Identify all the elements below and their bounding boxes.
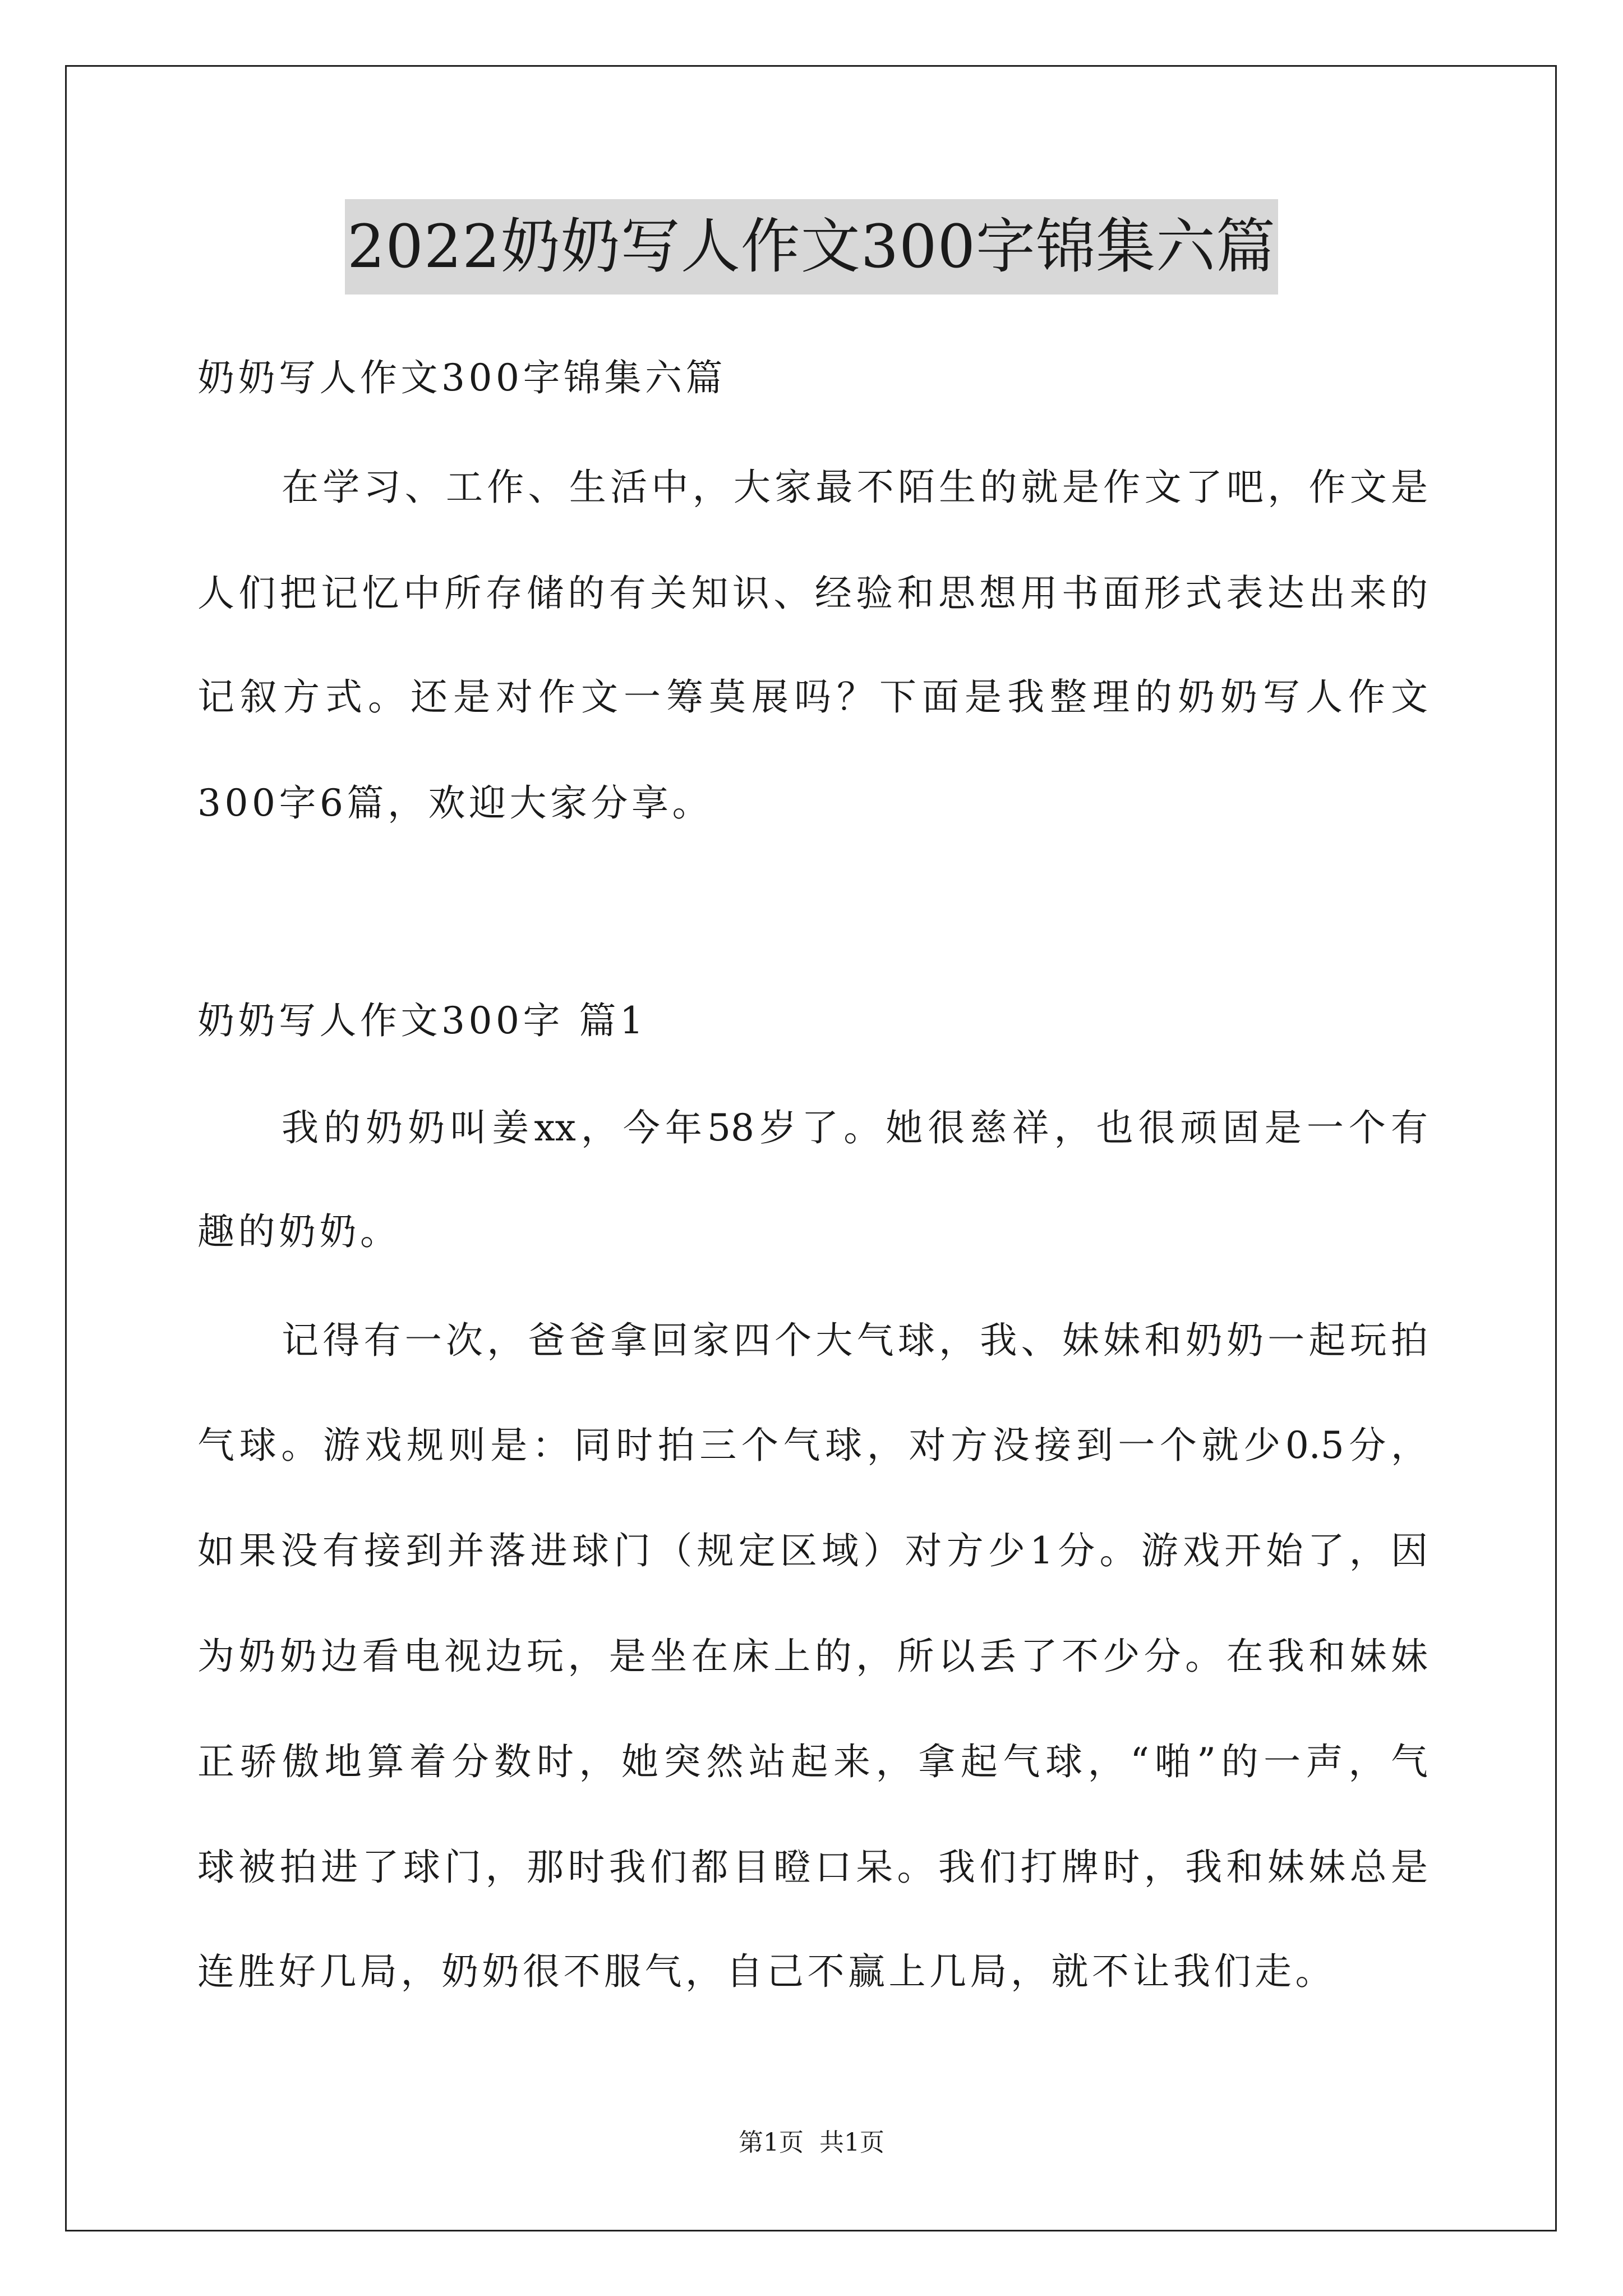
- page-total: 共1页: [819, 2128, 884, 2157]
- paragraph-line: 连胜好几局，奶奶很不服气，自己不赢上几局，就不让我们走。: [197, 1950, 1336, 1993]
- paragraph-line: 如果没有接到并落进球门（规定区域）对方少1分。游戏开始了，因: [197, 1529, 1428, 1572]
- intro-line: 300字6篇，欢迎大家分享。: [197, 781, 713, 825]
- intro-line: 在学习、工作、生活中，大家最不陌生的就是作文了吧，作文是: [282, 466, 1428, 509]
- page-footer: [0, 2126, 1623, 2160]
- document-subtitle: 奶奶写人作文300字锦集六篇: [197, 356, 726, 399]
- paragraph-line: 正骄傲地算着分数时，她突然站起来，拿起气球，“啪”的一声，气: [197, 1740, 1428, 1783]
- intro-line: 人们把记忆中所存储的有关知识、经验和思想用书面形式表达出来的: [197, 572, 1428, 615]
- intro-line: 记叙方式。还是对作文一筹莫展吗？下面是我整理的奶奶写人作文: [197, 675, 1428, 719]
- title-block: [0, 199, 1623, 295]
- paragraph-line: 趣的奶奶。: [197, 1210, 401, 1253]
- page-number: 第1页: [739, 2128, 804, 2157]
- paragraph-line: 球被拍进了球门，那时我们都目瞪口呆。我们打牌时，我和妹妹总是: [197, 1846, 1428, 1889]
- document-title: 2022奶奶写人作文300字锦集六篇: [345, 199, 1278, 295]
- paragraph-line: 我的奶奶叫姜xx，今年58岁了。她很慈祥，也很顽固是一个有: [282, 1106, 1428, 1149]
- paragraph-line: 为奶奶边看电视边玩，是坐在床上的，所以丢了不少分。在我和妹妹: [197, 1635, 1428, 1678]
- paragraph-line: 记得有一次，爸爸拿回家四个大气球，我、妹妹和奶奶一起玩拍: [282, 1319, 1428, 1362]
- paragraph-line: 气球。游戏规则是：同时拍三个气球，对方没接到一个就少0.5分，: [197, 1424, 1428, 1467]
- section-heading: 奶奶写人作文300字 篇1: [197, 999, 647, 1042]
